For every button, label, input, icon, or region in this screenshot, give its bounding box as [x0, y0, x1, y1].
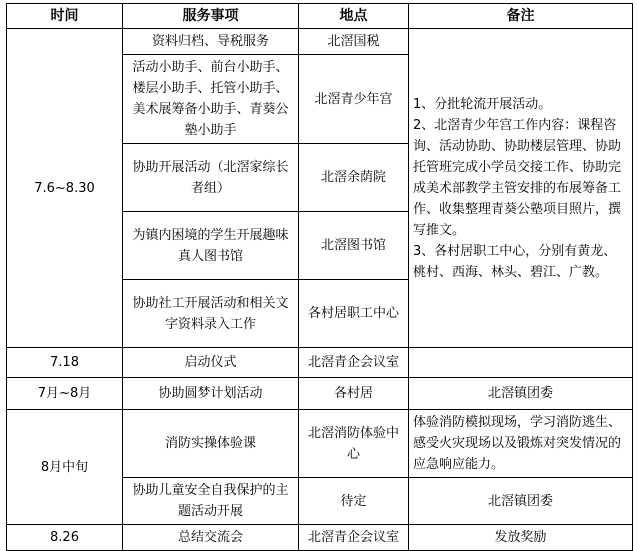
schedule-table [6, 3, 633, 551]
header-time: 时间 [7, 4, 123, 29]
service-cell: 资料归档、导税服务 [123, 29, 299, 55]
time-cell: 7.6~8.30 [7, 29, 123, 348]
table-row [7, 525, 633, 551]
service-cell: 协助圆梦计划活动 [123, 378, 299, 410]
place-cell: 北滘青企会议室 [299, 348, 409, 378]
time-cell: 8.26 [7, 525, 123, 551]
service-cell: 为镇内困境的学生开展趣味真人图书馆 [123, 212, 299, 280]
service-cell: 总结交流会 [123, 525, 299, 551]
time-cell: 8月中旬 [7, 410, 123, 525]
table-row [7, 378, 633, 410]
place-cell: 北滘图书馆 [299, 212, 409, 280]
note-cell [409, 348, 633, 378]
time-cell: 7.18 [7, 348, 123, 378]
place-cell: 各村居职工中心 [299, 280, 409, 348]
header-row [7, 4, 633, 29]
table-row [7, 410, 633, 478]
service-cell: 启动仪式 [123, 348, 299, 378]
place-cell: 待定 [299, 478, 409, 525]
header-note: 备注 [409, 4, 633, 29]
place-cell: 北滘青少年宫 [299, 55, 409, 144]
header-place: 地点 [299, 4, 409, 29]
place-cell: 各村居 [299, 378, 409, 410]
place-cell: 北滘余荫院 [299, 144, 409, 212]
note-cell: 发放奖励 [409, 525, 633, 551]
table-row [7, 29, 633, 55]
note-cell: 北滘镇团委 [409, 378, 633, 410]
note-cell: 1、分批轮流开展活动。 2、北滘青少年宫工作内容：课程咨询、活动协助、协助楼层管理、协助托管班完成小学员交接工作、协助完成美术部教学主管安排的布展筹备工作、收集整理青葵公塾项目照片，撰写推文。 3、各村居职工中心，分别有黄龙、桃村、西海、林头、碧江、广教。 [409, 29, 633, 348]
note-cell: 体验消防模拟现场，学习消防逃生、感受火灾现场以及锻炼对突发情况的应急响应能力。 [409, 410, 633, 478]
service-cell: 活动小助手、前台小助手、楼层小助手、托管小助手、美术展筹备小助手、青葵公塾小助手 [123, 55, 299, 144]
note-cell: 北滘镇团委 [409, 478, 633, 525]
place-cell: 北滘青企会议室 [299, 525, 409, 551]
service-cell: 协助儿童安全自我保护的主题活动开展 [123, 478, 299, 525]
service-cell: 协助社工开展活动和相关文字资料录入工作 [123, 280, 299, 348]
table-row [7, 348, 633, 378]
time-cell: 7月~8月 [7, 378, 123, 410]
service-cell: 消防实操体验课 [123, 410, 299, 478]
header-service: 服务事项 [123, 4, 299, 29]
service-cell: 协助开展活动（北滘家综长者组） [123, 144, 299, 212]
place-cell: 北滘消防体验中心 [299, 410, 409, 478]
place-cell: 北滘国税 [299, 29, 409, 55]
